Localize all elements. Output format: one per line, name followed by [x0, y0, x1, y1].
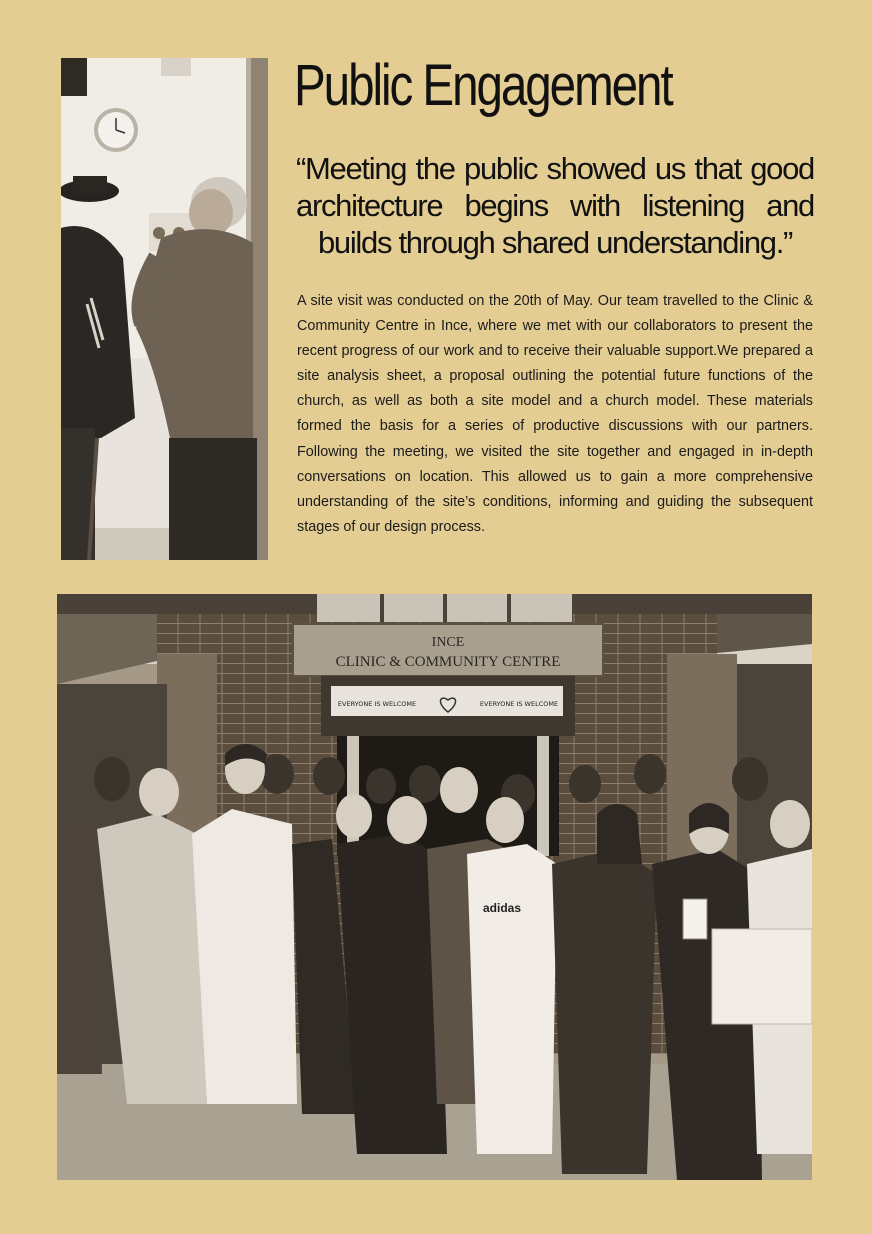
pull-quote: “Meeting the public showed us that good architecture begins with listening and builds through shared understanding.”	[296, 151, 814, 260]
photo-men-at-door-image	[61, 58, 268, 560]
page-title: Public Engagement	[294, 53, 672, 118]
photo-group-at-community-centre	[57, 594, 812, 1180]
sign-line-clinic: CLINIC & COMMUNITY CENTRE	[335, 654, 561, 670]
group-photo-image	[57, 594, 812, 1180]
banner-text-left: EVERYONE IS WELCOME	[337, 700, 417, 708]
banner-text-right: EVERYONE IS WELCOME	[479, 700, 559, 708]
sign-line-ince: INCE	[431, 635, 465, 650]
body-paragraph: A site visit was conducted on the 20th of May. Our team travelled to the Clinic & Community Centre in Ince, where we met with our collaborators to present the recent progress of our work and to receive their valuable support.We prepared a site analysis sheet, a proposal outlining the potential future functions of the church, as well as both a site model and a church model. These materials formed the basis for a series of productive discussions with our partners. Following the meeting, we visited the site together and engaged in in-depth conversations on location. This allowed us to gain a more comprehensive understanding of the site’s conditions, informing and guiding the subsequent stages of our design process.	[297, 293, 813, 535]
photo-men-at-door	[61, 58, 268, 560]
shirt-brand-text: adidas	[482, 901, 522, 915]
